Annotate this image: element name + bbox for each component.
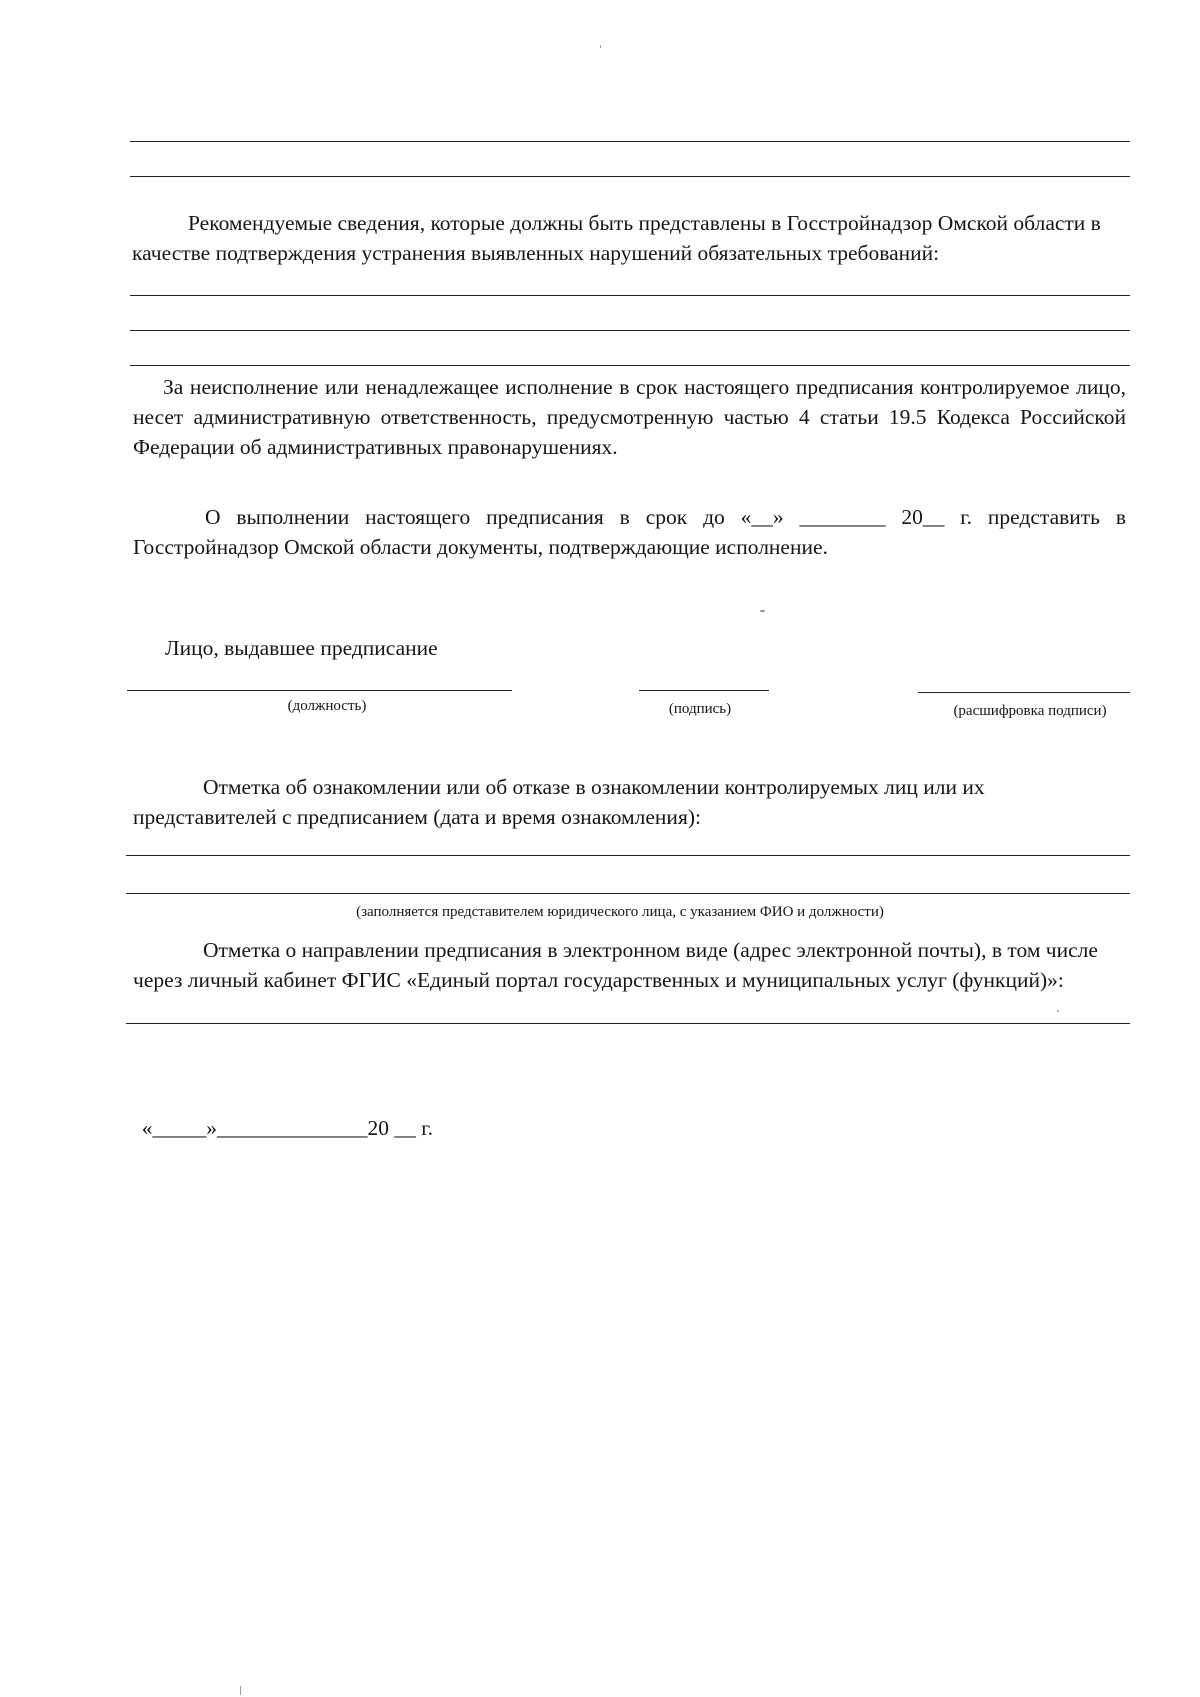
date-year-prefix: 20 bbox=[367, 1116, 389, 1140]
date-month-blank: ______________ bbox=[217, 1116, 368, 1140]
deadline-day-blank: __ bbox=[751, 505, 773, 529]
fill-line-top-2 bbox=[130, 176, 1130, 177]
issuer-decoding-line bbox=[918, 692, 1130, 693]
acknowledgement-line-1 bbox=[126, 855, 1130, 856]
issuer-signature-caption: (подпись) bbox=[668, 701, 732, 717]
issuer-signature-line bbox=[639, 690, 769, 691]
deadline-year-blank: __ bbox=[922, 505, 945, 529]
electronic-delivery-line bbox=[126, 1023, 1130, 1024]
deadline-text-mid: » ________ 20 bbox=[772, 505, 923, 529]
scan-speck bbox=[760, 610, 765, 612]
date-line bbox=[131, 1083, 531, 1143]
issuer-position-caption: (должность) bbox=[287, 698, 367, 714]
scan-speck bbox=[240, 1686, 241, 1695]
acknowledgement-line-2 bbox=[126, 893, 1130, 894]
acknowledgement-caption: (заполняется представителем юридического лица, с указанием ФИО и должности) bbox=[356, 904, 884, 920]
fill-line-top-1 bbox=[130, 141, 1130, 142]
recommended-info-line-1 bbox=[130, 295, 1130, 296]
date-open-quote: « bbox=[141, 1116, 153, 1140]
liability-paragraph: За неисполнение или ненадлежащее исполнение в срок настоящего предписания контролируемое лицо, несет административную ответственность, предусмотренную частью 4 статьи 19.5 Кодекса Российской Федерации об административных правонарушениях. bbox=[133, 375, 1126, 459]
date-year-blank: __ bbox=[389, 1116, 416, 1140]
date-suffix: г. bbox=[421, 1116, 434, 1140]
issuer-heading: Лицо, выдавшее предписание bbox=[165, 636, 438, 660]
electronic-delivery-paragraph: Отметка о направлении предписания в электронном виде (адрес электронной почты), в том числе через личный кабинет ФГИС «Единый портал государственных и муниципальных услуг (функций)»: bbox=[133, 938, 1098, 992]
date-close-quote: » bbox=[206, 1116, 217, 1140]
scan-speck bbox=[600, 45, 601, 48]
acknowledgement-paragraph: Отметка об ознакомлении или об отказе в ознакомлении контролируемых лиц или их представителей с предписанием (дата и время ознакомления): bbox=[133, 775, 985, 829]
recommended-info-line-2 bbox=[130, 330, 1130, 331]
deadline-paragraph bbox=[133, 502, 1126, 562]
issuer-decoding-caption: (расшифровка подписи) bbox=[953, 703, 1107, 719]
deadline-text-after: г. представить в Госстройнадзор Омской области документы, подтверждающие исполнение. bbox=[133, 505, 1127, 559]
recommended-info-line-3 bbox=[130, 365, 1130, 366]
deadline-text-before: О выполнении настоящего предписания в срок до « bbox=[205, 505, 752, 529]
scan-speck bbox=[1057, 1010, 1059, 1012]
date-day-blank: _____ bbox=[152, 1116, 207, 1140]
recommended-info-paragraph: Рекомендуемые сведения, которые должны быть представлены в Госстройнадзор Омской области в качестве подтверждения устранения выявленных нарушений обязательных требований: bbox=[132, 211, 1101, 265]
issuer-position-line bbox=[127, 690, 512, 691]
